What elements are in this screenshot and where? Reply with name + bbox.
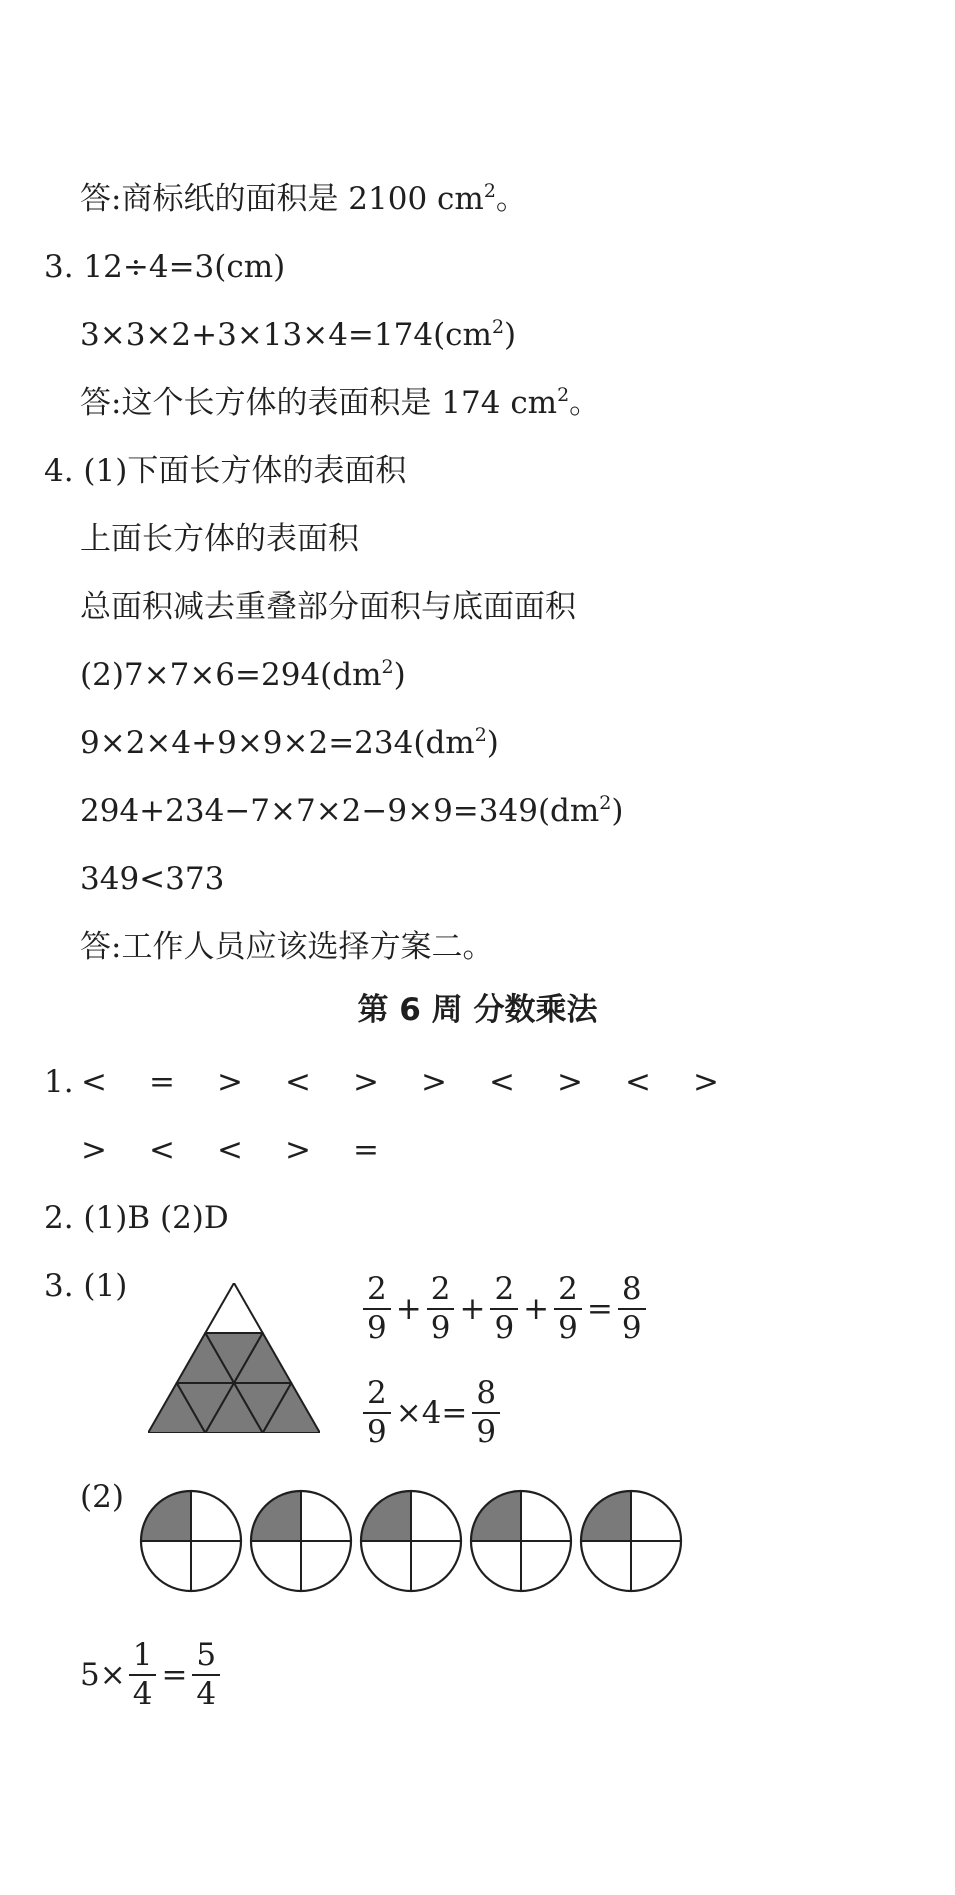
- quartered-circle: [141, 1491, 241, 1591]
- times-four: ×4=: [395, 1395, 468, 1431]
- fraction: $\frac{1}{4}$: [129, 1640, 157, 1710]
- symbol: <: [285, 1064, 311, 1100]
- superscript: 2: [599, 792, 612, 814]
- q3-line1: 3. 12÷4=3(cm): [44, 249, 286, 285]
- fraction-result: $\frac{8}{9}$: [618, 1274, 646, 1344]
- s3-label1: 3. (1): [44, 1268, 128, 1304]
- final-equation: [80, 1637, 223, 1712]
- plus-sign: +: [459, 1291, 486, 1327]
- q4-calc3-text: 294+234−7×7×2−9×9=349(dm: [80, 793, 600, 829]
- q4-calc3: [80, 791, 623, 831]
- symbol: <: [489, 1064, 515, 1100]
- punctuation: 。: [569, 385, 601, 421]
- paren: ): [486, 725, 499, 761]
- symbol: <: [81, 1064, 107, 1100]
- q4-calc2: [80, 723, 499, 763]
- punctuation: 。: [495, 181, 527, 217]
- q4-calc1-text: (2)7×7×6=294(dm: [80, 657, 382, 693]
- fraction-result: $\frac{8}{9}$: [472, 1378, 500, 1448]
- shaded-triangles: [148, 1333, 320, 1433]
- q4-line1: 4. (1)下面长方体的表面积: [44, 453, 407, 489]
- fraction: $\frac{2}{9}$: [427, 1274, 455, 1344]
- paren: ): [504, 317, 517, 353]
- addition-equation: [360, 1271, 649, 1346]
- paren: ): [611, 793, 624, 829]
- s2-line: 2. (1)B (2)D: [44, 1200, 229, 1236]
- symbol: <: [217, 1132, 243, 1168]
- symbol: >: [81, 1132, 107, 1168]
- s1-row2: [60, 1130, 400, 1170]
- symbol: >: [217, 1064, 243, 1100]
- fraction: $\frac{2}{9}$: [554, 1274, 582, 1344]
- equals-sign: =: [586, 1291, 613, 1327]
- symbol: >: [353, 1064, 379, 1100]
- symbol: >: [421, 1064, 447, 1100]
- symbol: <: [625, 1064, 651, 1100]
- q3-answer: [80, 383, 600, 423]
- quartered-circle: [471, 1491, 571, 1591]
- paren: ): [393, 657, 406, 693]
- section-title: 第 6 周 分数乘法: [357, 992, 598, 1028]
- fraction: $\frac{2}{9}$: [363, 1274, 391, 1344]
- fraction: $\frac{2}{9}$: [490, 1274, 518, 1344]
- q4-line2: 上面长方体的表面积: [80, 521, 359, 557]
- s1-row1: [60, 1062, 740, 1102]
- unshaded-top-triangle: [205, 1283, 262, 1333]
- symbol: =: [353, 1132, 379, 1168]
- s1-number: 1.: [44, 1064, 74, 1100]
- fraction: $\frac{2}{9}$: [363, 1378, 391, 1448]
- symbol: <: [149, 1132, 175, 1168]
- symbol: >: [285, 1132, 311, 1168]
- plus-sign: +: [395, 1291, 422, 1327]
- symbol: >: [557, 1064, 583, 1100]
- s3-label2: (2): [80, 1479, 124, 1515]
- equals-sign: =: [161, 1657, 188, 1693]
- symbol: =: [149, 1064, 175, 1100]
- superscript: 2: [491, 316, 505, 338]
- superscript: 2: [474, 724, 487, 746]
- quartered-circle: [581, 1491, 681, 1591]
- q3-line2: [80, 315, 516, 355]
- q4-calc2-text: 9×2×4+9×9×2=234(dm: [80, 725, 475, 761]
- triangle-grid-figure: [148, 1283, 320, 1433]
- q3-answer-text: 答:这个长方体的表面积是 174 cm: [80, 385, 558, 421]
- quartered-circle: [251, 1491, 351, 1591]
- q3-calc-text: 3×3×2+3×13×4=174(cm: [80, 317, 492, 353]
- superscript: 2: [557, 384, 570, 406]
- top-answer-text: 答:商标纸的面积是 2100 cm: [80, 181, 484, 217]
- plus-sign: +: [523, 1291, 550, 1327]
- five-times: 5×: [80, 1657, 126, 1693]
- q4-answer: 答:工作人员应该选择方案二。: [80, 929, 494, 965]
- superscript: 2: [381, 656, 394, 678]
- fraction-result: $\frac{5}{4}$: [192, 1640, 220, 1710]
- multiplication-equation: [360, 1375, 503, 1450]
- superscript: 2: [483, 180, 496, 202]
- quartered-circles-figure: [138, 1485, 688, 1597]
- q4-line3: 总面积减去重叠部分面积与底面面积: [80, 589, 576, 625]
- q4-calc1: [80, 655, 406, 695]
- symbol: >: [693, 1064, 719, 1100]
- q4-compare: 349<373: [80, 861, 225, 897]
- quartered-circle: [361, 1491, 461, 1591]
- top-answer-line: [80, 179, 527, 219]
